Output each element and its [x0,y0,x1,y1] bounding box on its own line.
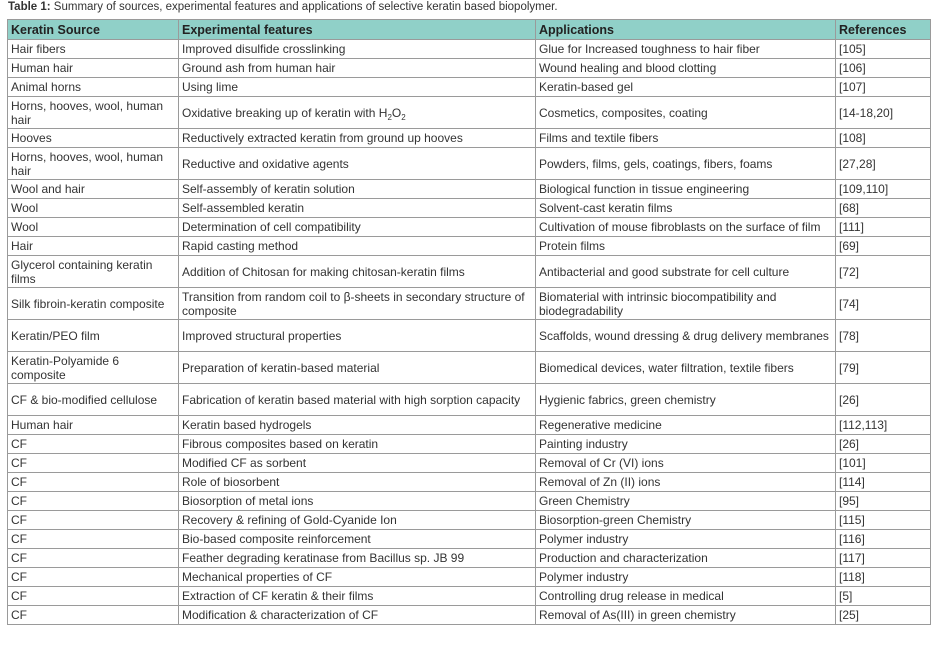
cell-feature: Keratin based hydrogels [179,416,536,435]
cell-source: CF [8,530,179,549]
cell-application: Controlling drug release in medical [536,587,836,606]
cell-reference: [112,113] [836,416,931,435]
cell-feature: Modified CF as sorbent [179,454,536,473]
cell-feature: Extraction of CF keratin & their films [179,587,536,606]
cell-application: Hygienic fabrics, green chemistry [536,384,836,416]
cell-source: Keratin/PEO film [8,320,179,352]
table-row [8,435,931,454]
cell-reference: [101] [836,454,931,473]
table-row [8,180,931,199]
table-row [8,416,931,435]
cell-reference: [111] [836,218,931,237]
cell-application: Cosmetics, composites, coating [536,97,836,129]
cell-reference: [106] [836,59,931,78]
cell-source: Horns, hooves, wool, human hair [8,97,179,129]
cell-reference: [114] [836,473,931,492]
header-references: References [836,20,931,40]
cell-application: Glue for Increased toughness to hair fiber [536,40,836,59]
cell-application: Solvent-cast keratin films [536,199,836,218]
table-row [8,288,931,320]
table-row [8,530,931,549]
table-row [8,549,931,568]
cell-feature: Recovery & refining of Gold-Cyanide Ion [179,511,536,530]
cell-feature: Biosorption of metal ions [179,492,536,511]
cell-application: Painting industry [536,435,836,454]
cell-application: Production and characterization [536,549,836,568]
cell-source: Silk fibroin-keratin composite [8,288,179,320]
cell-feature: Self-assembly of keratin solution [179,180,536,199]
table-row [8,97,931,129]
cell-reference: [116] [836,530,931,549]
cell-feature [179,97,536,129]
cell-application: Removal of Cr (VI) ions [536,454,836,473]
cell-feature: Self-assembled keratin [179,199,536,218]
table-row [8,384,931,416]
cell-source: CF [8,473,179,492]
cell-source: Glycerol containing keratin films [8,256,179,288]
cell-source: CF [8,606,179,625]
cell-application: Films and textile fibers [536,129,836,148]
cell-feature: Improved structural properties [179,320,536,352]
cell-application: Biomaterial with intrinsic biocompatibility and biodegradability [536,288,836,320]
keratin-table [7,19,931,625]
table-row [8,256,931,288]
table-caption [8,0,558,14]
caption-text: Summary of sources, experimental features and applications of selective keratin based biopolymer. [50,1,558,13]
cell-application: Biological function in tissue engineering [536,180,836,199]
cell-application: Regenerative medicine [536,416,836,435]
cell-feature: Improved disulfide crosslinking [179,40,536,59]
table-header-row [8,20,931,40]
cell-reference: [107] [836,78,931,97]
cell-application: Wound healing and blood clotting [536,59,836,78]
cell-reference: [105] [836,40,931,59]
cell-reference: [95] [836,492,931,511]
cell-source: CF & bio-modified cellulose [8,384,179,416]
cell-source: CF [8,454,179,473]
header-keratin-source: Keratin Source [8,20,179,40]
cell-reference: [117] [836,549,931,568]
table-row [8,148,931,180]
cell-feature: Modification & characterization of CF [179,606,536,625]
cell-reference: [74] [836,288,931,320]
cell-application: Protein films [536,237,836,256]
cell-feature: Fabrication of keratin based material with high sorption capacity [179,384,536,416]
table-row [8,568,931,587]
cell-feature: Feather degrading keratinase from Bacillus sp. JB 99 [179,549,536,568]
cell-reference: [27,28] [836,148,931,180]
cell-reference: [115] [836,511,931,530]
table-row [8,320,931,352]
subscript-2: 2 [401,112,406,122]
cell-feature: Fibrous composites based on keratin [179,435,536,454]
cell-source: Human hair [8,416,179,435]
cell-application: Removal of Zn (II) ions [536,473,836,492]
table-row [8,40,931,59]
feature-text: Oxidative breaking up of keratin with H [182,105,388,120]
cell-application: Biomedical devices, water filtration, textile fibers [536,352,836,384]
table-row [8,454,931,473]
table-row [8,129,931,148]
cell-source: CF [8,492,179,511]
cell-reference: [14-18,20] [836,97,931,129]
cell-source: CF [8,435,179,454]
table-row [8,606,931,625]
cell-feature: Preparation of keratin-based material [179,352,536,384]
cell-application: Scaffolds, wound dressing & drug delivery membranes [536,320,836,352]
cell-reference: [109,110] [836,180,931,199]
cell-reference: [69] [836,237,931,256]
table-row [8,587,931,606]
cell-feature: Role of biosorbent [179,473,536,492]
table-row [8,218,931,237]
table-row [8,352,931,384]
cell-feature: Determination of cell compatibility [179,218,536,237]
cell-feature: Ground ash from human hair [179,59,536,78]
cell-application: Polymer industry [536,530,836,549]
cell-application: Removal of As(III) in green chemistry [536,606,836,625]
table-row [8,59,931,78]
cell-reference: [26] [836,384,931,416]
cell-source: Human hair [8,59,179,78]
cell-reference: [68] [836,199,931,218]
cell-application: Biosorption-green Chemistry [536,511,836,530]
cell-source: Wool [8,218,179,237]
cell-reference: [118] [836,568,931,587]
cell-reference: [26] [836,435,931,454]
cell-feature: Reductive and oxidative agents [179,148,536,180]
cell-source: Wool and hair [8,180,179,199]
cell-reference: [79] [836,352,931,384]
header-experimental-features: Experimental features [179,20,536,40]
caption-label: Table 1: [8,1,51,13]
table-row [8,199,931,218]
header-applications: Applications [536,20,836,40]
feature-text: O [391,105,402,120]
table-row [8,492,931,511]
cell-feature: Rapid casting method [179,237,536,256]
cell-reference: [5] [836,587,931,606]
cell-feature: Reductively extracted keratin from ground up hooves [179,129,536,148]
cell-source: Wool [8,199,179,218]
cell-application: Antibacterial and good substrate for cell culture [536,256,836,288]
cell-application: Green Chemistry [536,492,836,511]
cell-source: Keratin-Polyamide 6 composite [8,352,179,384]
cell-source: CF [8,568,179,587]
cell-feature: Bio-based composite reinforcement [179,530,536,549]
cell-source: Animal horns [8,78,179,97]
cell-feature: Transition from random coil to β-sheets in secondary structure of composite [179,288,536,320]
cell-application: Polymer industry [536,568,836,587]
cell-source: CF [8,511,179,530]
cell-application: Powders, films, gels, coatings, fibers, foams [536,148,836,180]
cell-source: Hooves [8,129,179,148]
cell-source: Hair fibers [8,40,179,59]
cell-source: CF [8,587,179,606]
cell-source: CF [8,549,179,568]
cell-reference: [78] [836,320,931,352]
cell-source: Horns, hooves, wool, human hair [8,148,179,180]
cell-source: Hair [8,237,179,256]
cell-feature: Using lime [179,78,536,97]
cell-application: Cultivation of mouse fibroblasts on the surface of film [536,218,836,237]
cell-reference: [25] [836,606,931,625]
cell-reference: [72] [836,256,931,288]
cell-feature: Addition of Chitosan for making chitosan-keratin films [179,256,536,288]
subscript-2: 2 [387,112,392,122]
table-row [8,237,931,256]
cell-application: Keratin-based gel [536,78,836,97]
table-row [8,511,931,530]
table-row [8,473,931,492]
cell-reference: [108] [836,129,931,148]
table-row [8,78,931,97]
cell-feature: Mechanical properties of CF [179,568,536,587]
